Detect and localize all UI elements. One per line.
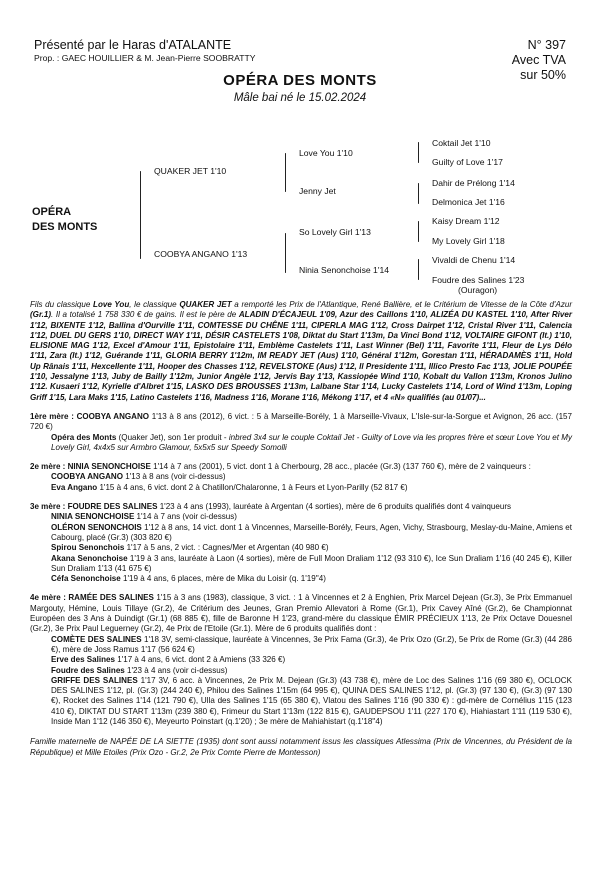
pedigree-g3-7: Vivaldi de Chenu 1'14: [432, 255, 516, 265]
second-dam-produce-1-text: 1'13 à 8 ans (voir ci-dessus): [122, 472, 226, 482]
sire-progeny: ALADIN D'ÉCAJEUL 1'09, Azur des Caillons 1'10, ALIZÉA DU KASTEL 1'10, After River 1'12, BIXENTE 1'12, Ballina d'Ourville 1'11, COMTESSE DU CHÊNE 1'11, CIPERLA MAG 1'12, Cross Dairpet 1'12, Cristal River 1'11, Calencia 1'12, DUEL DU GERS 1'10, DIRECT WAY 1'11, DÉSIR CASTELETS 1'08, Diktat du Start 1'13m, Da Vinci Bond 1'12, VOLTAIRE GIFONT (It.) 1'10, ELISIONE MAG 1'12, Excel d'Amour 1'11, Epistolaire 1'11, Emblème Castelets 1'11, Last Winner (Bel) 1'11, Favorite 1'11, Fleur de Lys Délo 1'11, Zara (It.) 1'12, Guérande 1'11, GLORIA BERRY 1'12m, IM READY JET (Aus) 1'10, Général 1'12m, Gorestan 1'11, HÉRADAMÈS 1'11, Hold Up Rânais 1'11, Hexcellente 1'11, Hooper des Chasses 1'12, REVELSTOKE (Aus) 1'12, Il Presidente 1'11, Illico Presto Fac 1'13, JOLIE POUPÉE 1'10, Jessalyne 1'13, Juby de Bailly 1'12m, Junior Angèle 1'12, Jervis Bay 1'13, Kassiopée Wind 1'10, Kobalt du Vallon 1'13m, Kronos Julino 1'12. Kusaeri 1'12, Kyrielle d'Albret 1'15, LASKO DES BROUSSES 1'13m, Lalbane Star 1'14, Lucky Castelets 1'14, Lord of Wind 1'13m, Loping Griff 1'15, Lara Maks 1'15, Latino Castelets 1'16, Madness 1'16, Morane 1'16, Mékong 1'17, et 4 «N» qualifiés (au 01/07)...: [30, 310, 572, 402]
pedigree-dam-dam: Ninia Senonchoise 1'14: [299, 265, 390, 275]
third-dam-head: 3e mère : FOUDRE DES SALINES: [30, 502, 158, 512]
pedigree-dam-sire: So Lovely Girl 1'13: [299, 227, 371, 237]
pedigree-horse-name-line1: OPÉRA: [32, 206, 72, 218]
brace-g3-1: [418, 142, 419, 163]
brace-g3-3: [418, 221, 419, 242]
second-dam-produce-2-text: 1'15 à 4 ans, 6 vict. dont 2 à Chatillon/Chalaronne, 1 à Feurs et Lyon-Parilly (52 817 €): [97, 482, 408, 492]
first-dam-foal-name: Opéra des Monts: [51, 432, 117, 442]
presenter: Présenté par le Haras d'ATALANTE: [34, 38, 232, 52]
second-dam: [30, 462, 572, 493]
brace-gen1: [140, 171, 141, 259]
third-dam-produce-5-name: Céfa Senonchoise: [51, 574, 121, 584]
pedigree-g3-2: Guilty of Love 1'17: [432, 157, 503, 167]
horse-description: Mâle bai né le 15.02.2024: [233, 92, 367, 104]
brace-dam: [285, 233, 286, 273]
third-dam-produce-4-name: Akana Senonchoise: [51, 553, 128, 563]
fourth-dam-text: 1'15 à 3 ans (1983), classique, 3 vict. : 1 à Vincennes et 2 à Enghien, Prix Marcel Dejean (Gr.3), 3e Prix Emmanuel Margouty, Hémine, Louis Tillaye (Gr.2), 4e Critérium des Jeunes, Gran Premio Allevatori à Rome (Gr.1), Prix Cavey Aîné (Gr.2), 6e Championnat Européen des 3 Ans à Duindigt (Gr.1) (68 885 €), fille de Baronne H 1'23, grand-mère du classique ÉMIR PRÉCIEUX 1'13, 2e Prix Octave Douesnel (Gr.2), 3e Prix Paul Leguerney (Gr.2), 4e Prix de l'Etoile (Gr.1). Mère de 6 produits qualifiés dont :: [30, 593, 573, 634]
third-dam-produce-4-text: 1'19 à 3 ans, lauréate à Laon (4 sorties), mère de Full Moon Draliam 1'12 (93 310 €), Ice Sun Draliam 1'16 (40 245 €), Killer Sun Draliam 1'13 (41 675 €): [51, 553, 572, 573]
fourth-dam-head: 4e mère : RAMÉE DES SALINES: [30, 593, 154, 603]
pedigree-sire-dam: Jenny Jet: [299, 186, 336, 196]
pedigree-g3-1: Coktail Jet 1'10: [432, 138, 491, 148]
header-left: [34, 38, 255, 63]
fourth-dam-produce-1-name: COMÈTE DES SALINES: [51, 634, 142, 644]
second-dam-head: 2e mère : NINIA SENONCHOISE: [30, 462, 151, 472]
pedigree-horse-name: [32, 205, 97, 235]
sire-intro-e: a remporté les Prix de l'Atlantique, René Ballière, et le Critérium de Vitesse de la Côte d'Azur: [231, 300, 572, 309]
third-dam-produce-1-text: 1'14 à 7 ans (voir ci-dessus): [134, 512, 237, 522]
fourth-dam-produce-3-text: 1'23 à 4 ans (voir ci-dessus): [124, 665, 228, 675]
pedigree-g3-3: Dahir de Prélong 1'14: [432, 178, 515, 188]
sire-intro-f: (Gr.1): [30, 310, 52, 320]
maternal-family: [30, 737, 572, 758]
fourth-dam-produce-4-name: GRIFFE DES SALINES: [51, 675, 138, 685]
pedigree-sire-sire: Love You 1'10: [299, 148, 353, 158]
reserve-info: sur 50%: [520, 68, 566, 82]
fourth-dam: [30, 593, 572, 727]
first-dam-text: 1'13 à 8 ans (2012), 6 vict. : 5 à Marseille-Borély, 1 à Marseille-Vivaux, L'Isle-sur-la-Sorgue et Avignon, 26 acc. (157 720 €): [30, 411, 572, 432]
second-dam-produce-2-name: Eva Angano: [51, 482, 98, 492]
sire-intro-c: , le classique: [129, 300, 180, 309]
pedigree-g3-8: Foudre des Salines 1'23: [432, 275, 525, 285]
pedigree-g3-6: My Lovely Girl 1'18: [432, 236, 505, 246]
fourth-dam-produce-1-text: 1'18 3V, semi-classique, lauréate à Vincennes, 3e Prix Fama (Gr.3), 4e Prix Ozo (Gr.2), 5e Prix de Rome (Gr.3) (44 286 €), mère de Joss Ramus 1'17 (56 624 €): [51, 634, 572, 654]
pedigree-sire: QUAKER JET 1'10: [154, 166, 227, 176]
sire-intro-a: Fils du classique: [30, 300, 94, 309]
fourth-dam-produce-4-text: 1'17 3V, 6 acc. à Vincennes, 2e Prix M. Dejean (Gr.3) (43 738 €), mère de Loc des Salines 1'16 (69 380 €), OCLOCK DES SALINES 1'12, pl. (Gr.3) (244 240 €), Philou des Salines 1'15m (64 995 €), QUINA DES SALINES 1'12, pl. (Gr.3) (97 130 €), (Gr.3) (97 130 €), Rocket des Salines 1'14 (121 790 €), Ulla des Salines 1'15 (65 380 €), Vlatou des Salines 1'16 (90 330 €) : gd-mère de Cornélius 1'15 (123 410 €), DIKTAT DU START 1'13m (239 380 €), Frimeur du Start 1'13m (122 815 €), GAUDEPSOU 1'11 (227 170 €), Hiahiastart 1'11 (119 530 €), Inside Man 1'12 (146 350 €), Meyeurto Poinstart (q.1'20) ; 3e mère de Mahiahistart (q.1'18''4): [51, 675, 572, 726]
second-dam-text: 1'14 à 7 ans (2001), 5 vict. dont 1 à Cherbourg, 28 acc., placée (Gr.3) (137 760 €), mère de 2 vainqueurs :: [150, 462, 531, 472]
fourth-dam-produce-3-name: Foudre des Salines: [51, 665, 125, 675]
sire-intro-g: . Il a totalisé 1 758 330 € de gains. Il est le père de: [51, 310, 239, 320]
lot-number: N° 397: [527, 38, 566, 52]
horse-title: OPÉRA DES MONTS: [223, 72, 377, 89]
brace-g3-2: [418, 183, 419, 204]
pedigree-dam: COOBYA ANGANO 1'13: [154, 249, 248, 259]
pedigree-g3-5: Kaisy Dream 1'12: [432, 216, 500, 226]
maternal-family-text: Famille maternelle de NAPÉE DE LA SIETTE (1935) dont sont aussi notamment issus les classiques Atlessima (Prix de Vincennes, du Président de la République) et Mille Etoiles (Prix Ozo - Gr.2, 2e Prix Comte Pierre de Montesson): [30, 737, 572, 757]
second-dam-produce-1-name: COOBYA ANGANO: [51, 472, 123, 482]
pedigree-g3-9: (Ouragon): [458, 285, 498, 295]
third-dam: [30, 502, 572, 584]
first-dam-foal-inbreeding: inbred 3x4 sur le couple Coktail Jet - Guilty of Love via les propres frère et sœur Love You et My Lovely Girl, 4x4x5 sur Armbro Glamour, 5x5x5 sur Speedy Somolli: [51, 432, 572, 452]
third-dam-produce-3-name: Spirou Senonchois: [51, 543, 125, 553]
pedigree-horse-name-line2: DES MONTS: [32, 221, 98, 233]
first-dam-foal-text: (Quaker Jet), son 1er produit -: [116, 432, 229, 442]
first-dam-head: 1ère mère : COOBYA ANGANO: [30, 411, 150, 421]
third-dam-produce-5-text: 1'19 à 4 ans, 6 places, mère de Mika du Loisir (q. 1'19''4): [120, 574, 326, 584]
brace-g3-4: [418, 259, 419, 280]
tax-info: Avec TVA: [511, 53, 566, 67]
first-dam: [30, 412, 572, 453]
sire-paragraph: [30, 300, 572, 403]
third-dam-produce-3-text: 1'17 à 5 ans, 2 vict. : Cagnes/Mer et Argentan (40 980 €): [124, 543, 329, 553]
third-dam-produce-2-text: 1'12 à 8 ans, 14 vict. dont 1 à Vincennes, Marseille-Borély, Feurs, Agen, Vichy, Strasbourg, Meslay-du-Maine, Amiens et Cabourg, placé (Gr.3) (303 820 €): [51, 522, 572, 542]
third-dam-produce-2-name: OLÉRON SENONCHOIS: [51, 522, 142, 532]
owners: Prop. : GAEC HOUILLIER & M. Jean-Pierre SOOBRATTY: [34, 53, 256, 63]
third-dam-produce-1-name: NINIA SENONCHOISE: [51, 512, 135, 522]
brace-sire: [285, 153, 286, 192]
catalog-text: [30, 300, 572, 758]
sire-intro-d: QUAKER JET: [179, 300, 232, 309]
sire-intro-b: Love You: [93, 300, 130, 309]
fourth-dam-produce-2-name: Erve des Salines: [51, 655, 115, 665]
pedigree-g3-4: Delmonica Jet 1'16: [432, 197, 505, 207]
third-dam-text: 1'23 à 4 ans (1993), lauréate à Argentan (4 sorties), mère de 6 produits qualifiés dont 4 vainqueurs: [157, 502, 512, 512]
fourth-dam-produce-2-text: 1'17 à 4 ans, 6 vict. dont 2 à Amiens (33 326 €): [114, 655, 286, 665]
